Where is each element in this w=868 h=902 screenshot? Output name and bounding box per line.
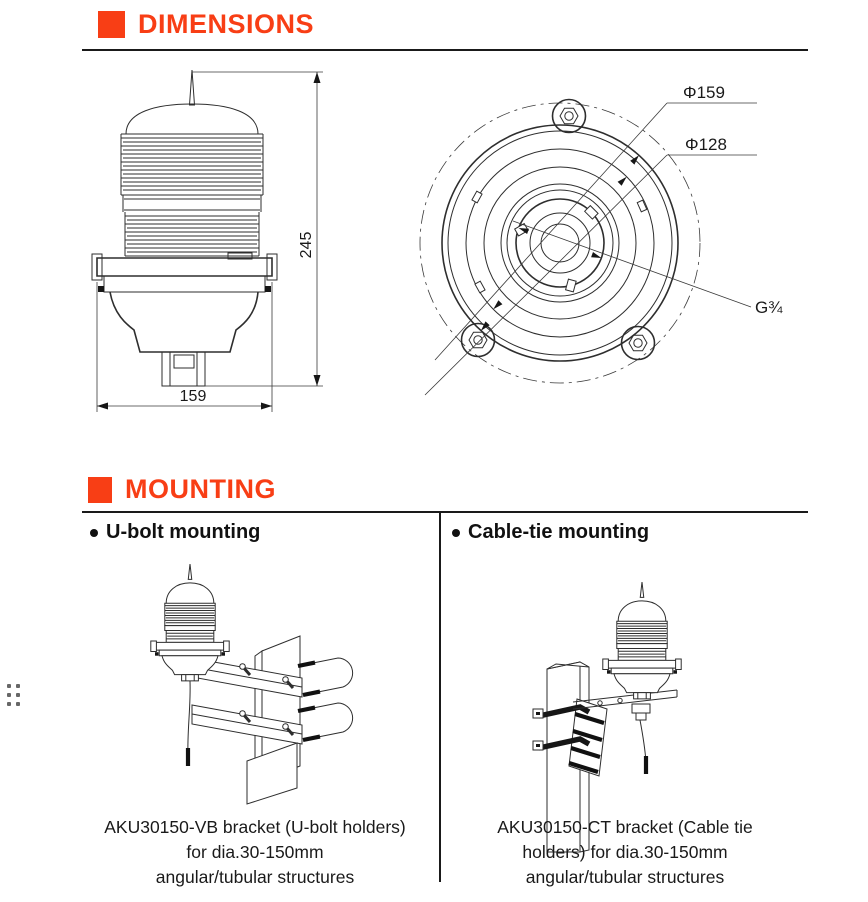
mounting-column-divider	[439, 511, 441, 882]
section-marker-icon	[88, 477, 112, 503]
header-divider	[82, 49, 808, 51]
bullet-icon	[90, 529, 98, 537]
thread-size-label: G¾	[755, 298, 783, 317]
width-dimension-label: 159	[179, 388, 207, 405]
cable	[188, 681, 190, 756]
drag-handle-icon[interactable]	[7, 684, 20, 706]
u-bolt-heading-label: U-bolt mounting	[106, 521, 261, 543]
cable	[640, 720, 646, 762]
dimensions-title: DIMENSIONS	[138, 9, 315, 39]
cable-tie-column-heading	[452, 521, 649, 544]
u-bolt-caption	[85, 815, 425, 890]
caption-line: for dia.30-150mm	[186, 842, 324, 862]
caption-line: AKU30150-CT bracket (Cable tie	[497, 817, 753, 837]
side-view-drawing	[90, 60, 330, 415]
cable-tie-caption	[455, 815, 795, 890]
u-bolt-column-heading	[90, 521, 260, 544]
beacon-light	[603, 582, 681, 699]
inner-diameter-label: Φ128	[685, 135, 727, 154]
caption-line: AKU30150-VB bracket (U-bolt holders)	[104, 817, 406, 837]
lock-nut	[632, 704, 650, 713]
u-bolt-illustration	[100, 556, 435, 808]
mounting-title: MOUNTING	[125, 474, 276, 504]
caption-line: holders) for dia.30-150mm	[522, 842, 728, 862]
cable-tie-heading-label: Cable-tie mounting	[468, 521, 650, 543]
top-view-drawing	[405, 75, 825, 415]
mounting-table-top-border	[82, 511, 808, 513]
height-dimension-label: 245	[298, 231, 315, 259]
caption-line: angular/tubular structures	[525, 867, 725, 887]
section-marker-icon	[98, 11, 125, 38]
outer-diameter-label: Φ159	[683, 83, 725, 102]
caption-line: angular/tubular structures	[155, 867, 355, 887]
dimensions-section-header	[98, 9, 314, 40]
bullet-icon	[452, 529, 460, 537]
mounting-section-header	[88, 474, 276, 505]
